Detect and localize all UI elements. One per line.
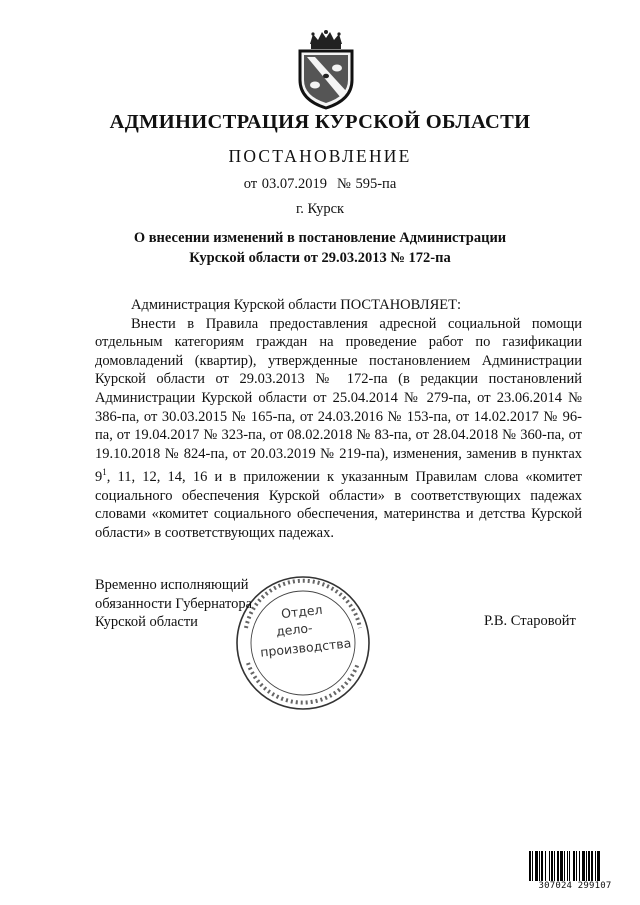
document-body — [95, 296, 582, 543]
superscript: 1 — [102, 467, 107, 478]
stamp-text: производства — [259, 635, 352, 660]
organization-title: АДМИНИСТРАЦИЯ КУРСКОЙ ОБЛАСТИ — [109, 111, 531, 133]
document-type: ПОСТАНОВЛЕНИЕ — [228, 146, 412, 166]
subject-line: Курской области от 29.03.2013 № 172-па — [189, 250, 451, 266]
document-number: № 595-па — [337, 176, 397, 192]
barcode-icon — [528, 851, 622, 881]
document-city: г. Курск — [295, 201, 345, 217]
signatory-position — [95, 576, 252, 632]
stamp-text: Отдел — [280, 601, 324, 622]
stamp-text: дело- — [275, 620, 314, 639]
opening-line: Администрация Курской области ПОСТАНОВЛЯЕТ: — [131, 297, 462, 313]
document-date: от 03.07.2019 — [243, 176, 328, 192]
subject-line: О внесении изменений в постановление Администрации — [133, 230, 507, 246]
paragraph-text: , 11, 12, 14, 16 и в приложении к указанным Правилам слова «комитет социального обеспечения Курской области» в соответствующих падежах словами «комитет социального обеспечения, материнства и детства Курской области» в соответствующих падежах. — [95, 469, 582, 541]
barcode-number: 307024 299107 — [538, 881, 612, 891]
signatory-name: Р.В. Старовойт — [484, 613, 576, 629]
main-paragraph — [95, 315, 582, 543]
signatory-line: Курской области — [95, 614, 198, 631]
document-date-number — [0, 176, 640, 193]
document-subject — [90, 228, 550, 268]
signatory-line: Временно исполняющий — [95, 577, 249, 593]
paragraph-text: Внести в Правила предоставления адресной социальной помощи отдельным категориям граждан на проведение работ по газификации домовладений (квартир), утвержденные постановлением Администрации Курской области от 29.03.2013 № 172-па (в редакции постановлений Администрации Курской области от 25.04.2014 № 279-па, от 23.06.2014 № 386-па, от 30.03.2015 № 165-па, от 24.03.2016 № 153-па, от 14.02.2017 № 96-па, от 19.04.2017 № 323-па, от 08.02.2018 № 83-па, от 28.04.2018 № 360-па, от 19.10.2018 № 824-па, от 20.03.2019 № 219-па), изменения, заменив в пунктах 9 — [95, 315, 582, 486]
signatory-line: обязанности Губернатора — [95, 595, 253, 612]
coat-of-arms-icon — [293, 30, 359, 110]
